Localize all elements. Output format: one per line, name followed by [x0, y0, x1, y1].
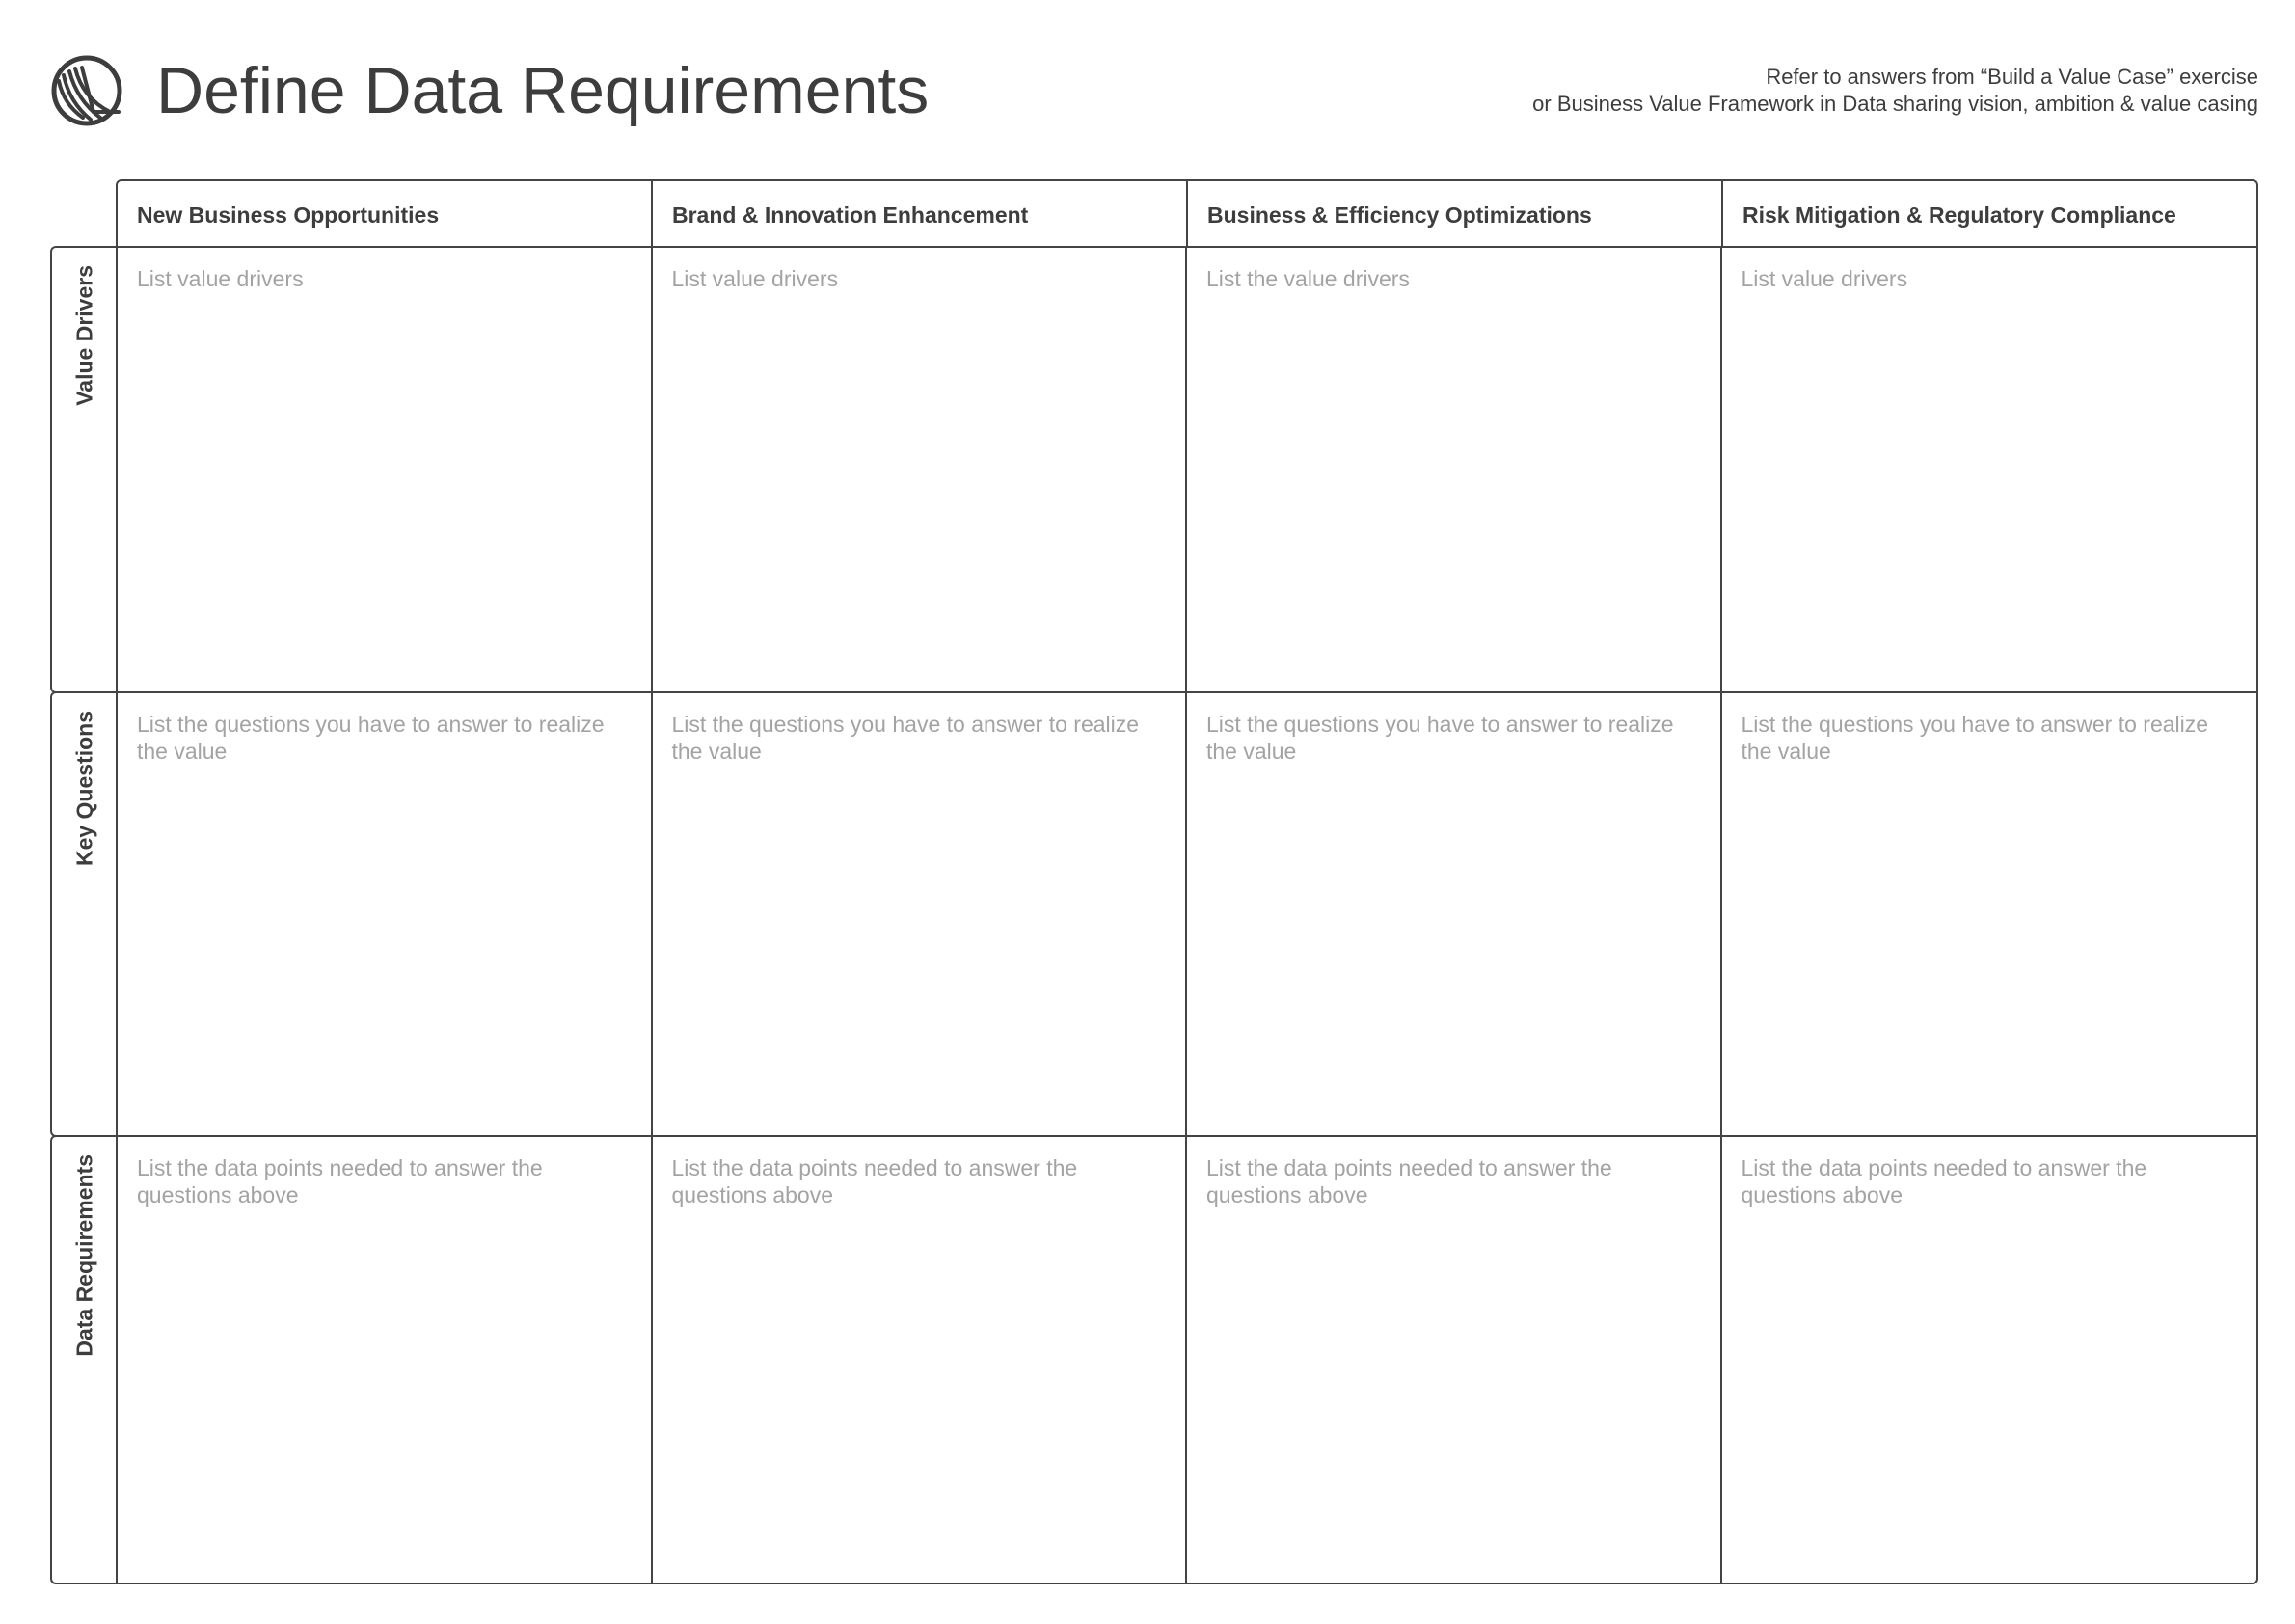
cell-key-questions-risk-mitigation[interactable]: List the questions you have to answer to realize the value	[1722, 693, 2257, 1137]
cell-value-drivers-business-efficiency[interactable]: List the value drivers	[1187, 248, 1722, 693]
column-header-row	[116, 179, 2258, 247]
cell-value-drivers-risk-mitigation[interactable]: List value drivers	[1722, 248, 2257, 693]
cell-key-questions-new-business[interactable]: List the questions you have to answer to realize the value	[118, 693, 653, 1137]
cell-data-requirements-risk-mitigation[interactable]: List the data points needed to answer the questions above	[1741, 1155, 2147, 1207]
cell-data-requirements-brand-innovation[interactable]: List the data points needed to answer the questions above	[653, 1137, 1188, 1583]
cell-data-requirements-new-business[interactable]: List the data points needed to answer the questions above	[118, 1137, 653, 1583]
row-label-text: Value Drivers	[71, 265, 97, 406]
reference-note	[1532, 64, 2258, 118]
column-header-brand-innovation: Brand & Innovation Enhancement	[653, 181, 1188, 247]
row-label-value-drivers	[50, 246, 118, 693]
column-header-risk-mitigation: Risk Mitigation & Regulatory Compliance	[1742, 203, 2176, 228]
cell-key-questions-business-efficiency[interactable]: List the questions you have to answer to realize the value	[1187, 693, 1722, 1137]
row-label-data-requirements	[50, 1135, 118, 1584]
reference-note-line-1: Refer to answers from “Build a Value Case” exercise	[1766, 65, 2258, 89]
reference-note-line-2: or Business Value Framework in Data sharing vision, ambition & value casing	[1532, 92, 2258, 116]
row-label-text: Key Questions	[71, 711, 97, 867]
cell-key-questions-brand-innovation[interactable]: List the questions you have to answer to realize the value	[653, 693, 1188, 1137]
page-title: Define Data Requirements	[156, 54, 930, 127]
column-header-new-business: New Business Opportunities	[118, 181, 653, 247]
cell-value-drivers-brand-innovation[interactable]: List value drivers	[653, 248, 1188, 693]
column-header-business-efficiency: Business & Efficiency Optimizations	[1188, 181, 1723, 247]
cell-value-drivers-new-business[interactable]: List value drivers	[118, 248, 653, 693]
row-label-column	[50, 246, 118, 1584]
row-label-key-questions	[50, 691, 118, 1137]
cell-data-requirements-business-efficiency[interactable]: List the data points needed to answer the questions above	[1187, 1137, 1722, 1583]
arc-lines-logo-icon	[50, 54, 123, 127]
requirements-grid	[116, 246, 2258, 1584]
row-label-text: Data Requirements	[71, 1154, 97, 1357]
